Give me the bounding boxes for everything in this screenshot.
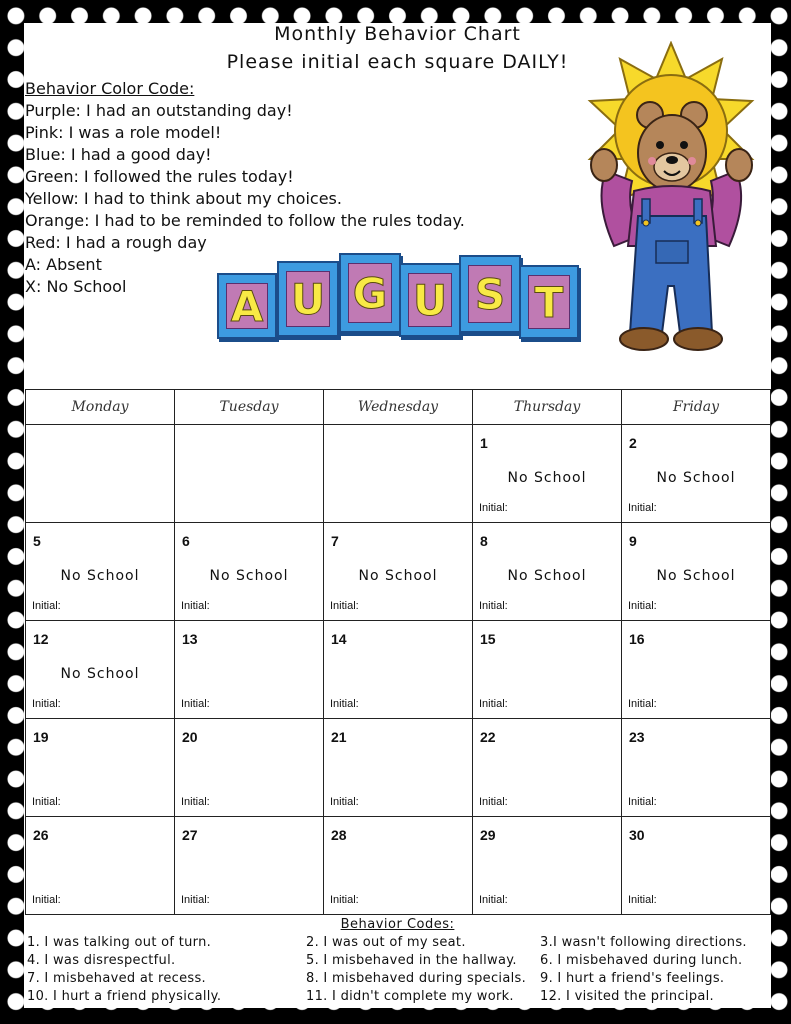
calendar-day-cell[interactable] [473, 817, 622, 915]
day-number: 8 [480, 533, 488, 549]
calendar-week-row [26, 817, 771, 915]
calendar-day-cell[interactable] [175, 719, 324, 817]
initial-label: Initial: [628, 698, 657, 710]
page-subtitle: Please initial each square DAILY! [226, 51, 569, 73]
weekday-header: Friday [622, 390, 771, 425]
behavior-code-7: 7. I misbehaved at recess. [27, 971, 206, 986]
legend-line-purple: Purple: I had an outstanding day! [25, 101, 293, 120]
month-letter: G [352, 268, 388, 318]
weekday-header: Thursday [473, 390, 622, 425]
behavior-code-6: 6. I misbehaved during lunch. [540, 953, 743, 968]
initial-label: Initial: [479, 796, 508, 808]
behavior-code-3: 3.I wasn't following directions. [540, 935, 747, 950]
calendar-day-cell[interactable] [473, 425, 622, 523]
calendar-day-cell[interactable] [473, 719, 622, 817]
calendar-day-cell[interactable] [175, 817, 324, 915]
calendar-day-cell[interactable] [26, 719, 175, 817]
initial-label: Initial: [479, 600, 508, 612]
calendar-day-cell[interactable] [324, 523, 473, 621]
calendar-day-cell[interactable] [175, 523, 324, 621]
initial-label: Initial: [628, 600, 657, 612]
month-tile [399, 263, 461, 337]
calendar-day-cell[interactable] [622, 425, 771, 523]
initial-label: Initial: [479, 502, 508, 514]
initial-label: Initial: [330, 698, 359, 710]
calendar-day-cell[interactable] [175, 425, 324, 523]
month-letter: T [534, 277, 564, 327]
day-number: 28 [331, 827, 347, 843]
initial-label: Initial: [181, 600, 210, 612]
month-tile [459, 255, 521, 333]
behavior-code-5: 5. I misbehaved in the hallway. [306, 953, 517, 968]
day-number: 29 [480, 827, 496, 843]
weekday-header: Tuesday [175, 390, 324, 425]
initial-label: Initial: [330, 796, 359, 808]
initial-label: Initial: [628, 502, 657, 514]
behavior-code-9: 9. I hurt a friend's feelings. [540, 971, 725, 986]
month-tile [277, 261, 339, 337]
day-number: 30 [629, 827, 645, 843]
sun-bear-illustration [584, 41, 759, 353]
initial-label: Initial: [181, 796, 210, 808]
initial-label: Initial: [181, 698, 210, 710]
behavior-codes-row [27, 971, 771, 989]
calendar-day-cell[interactable] [26, 425, 175, 523]
calendar-day-cell[interactable] [175, 621, 324, 719]
initial-label: Initial: [181, 894, 210, 906]
initial-label: Initial: [32, 894, 61, 906]
day-note: No School [358, 568, 438, 584]
behavior-code-4: 4. I was disrespectful. [27, 953, 176, 968]
initial-label: Initial: [330, 894, 359, 906]
legend-line-absent: A: Absent [25, 255, 102, 274]
day-number: 9 [629, 533, 637, 549]
day-note: No School [209, 568, 289, 584]
behavior-code-2: 2. I was out of my seat. [306, 935, 466, 950]
initial-label: Initial: [32, 600, 61, 612]
behavior-codes-list [27, 935, 771, 1007]
calendar-day-cell[interactable] [324, 621, 473, 719]
calendar-day-cell[interactable] [622, 817, 771, 915]
month-banner [217, 251, 581, 351]
calendar-week-row [26, 523, 771, 621]
legend-line-green: Green: I followed the rules today! [25, 167, 294, 186]
initial-label: Initial: [628, 796, 657, 808]
day-number: 27 [182, 827, 198, 843]
behavior-code-1: 1. I was talking out of turn. [27, 935, 212, 950]
day-number: 22 [480, 729, 496, 745]
legend-line-pink: Pink: I was a role model! [25, 123, 222, 142]
day-number: 13 [182, 631, 198, 647]
day-note: No School [507, 470, 587, 486]
day-note: No School [656, 568, 736, 584]
calendar-day-cell[interactable] [622, 621, 771, 719]
initial-label: Initial: [628, 894, 657, 906]
month-letter: S [474, 269, 506, 319]
day-note: No School [60, 568, 140, 584]
calendar-week-row [26, 425, 771, 523]
legend-line-red: Red: I had a rough day [25, 233, 207, 252]
calendar-day-cell[interactable] [324, 719, 473, 817]
behavior-codes-row [27, 935, 771, 953]
month-tile [217, 273, 277, 339]
behavior-code-12: 12. I visited the principal. [540, 989, 714, 1004]
calendar-day-cell[interactable] [26, 523, 175, 621]
day-number: 21 [331, 729, 347, 745]
day-note: No School [60, 666, 140, 682]
behavior-code-11: 11. I didn't complete my work. [306, 989, 514, 1004]
legend-line-no-school: X: No School [25, 277, 127, 296]
page-title: Monthly Behavior Chart [274, 23, 521, 45]
day-number: 19 [33, 729, 49, 745]
behavior-codes-heading: Behavior Codes: [340, 917, 455, 932]
calendar-day-cell[interactable] [473, 621, 622, 719]
day-note: No School [656, 470, 736, 486]
day-number: 5 [33, 533, 41, 549]
day-number: 23 [629, 729, 645, 745]
day-number: 1 [480, 435, 488, 451]
weekday-header: Wednesday [324, 390, 473, 425]
calendar-day-cell[interactable] [473, 523, 622, 621]
day-number: 6 [182, 533, 190, 549]
day-number: 2 [629, 435, 637, 451]
day-number: 16 [629, 631, 645, 647]
initial-label: Initial: [32, 796, 61, 808]
day-number: 7 [331, 533, 339, 549]
calendar-day-cell[interactable] [622, 523, 771, 621]
behavior-chart-page [24, 23, 771, 1008]
month-letter: A [230, 281, 264, 331]
calendar-day-cell[interactable] [324, 817, 473, 915]
initial-label: Initial: [32, 698, 61, 710]
day-number: 12 [33, 631, 49, 647]
calendar-grid [25, 389, 771, 915]
legend-line-orange: Orange: I had to be reminded to follow the rules today. [25, 211, 465, 230]
behavior-codes-row [27, 989, 771, 1007]
calendar-day-cell[interactable] [26, 817, 175, 915]
day-note: No School [507, 568, 587, 584]
day-number: 14 [331, 631, 347, 647]
calendar-body [26, 425, 771, 915]
day-number: 15 [480, 631, 496, 647]
month-letter: U [290, 274, 326, 324]
calendar-day-cell[interactable] [622, 719, 771, 817]
month-letter: U [412, 275, 448, 325]
behavior-code-8: 8. I misbehaved during specials. [306, 971, 527, 986]
day-number: 26 [33, 827, 49, 843]
month-tile [339, 253, 401, 333]
behavior-code-10: 10. I hurt a friend physically. [27, 989, 222, 1004]
calendar-day-cell[interactable] [324, 425, 473, 523]
initial-label: Initial: [330, 600, 359, 612]
day-number: 20 [182, 729, 198, 745]
legend-line-yellow: Yellow: I had to think about my choices. [25, 189, 342, 208]
behavior-codes-row [27, 953, 771, 971]
month-tile [519, 265, 579, 339]
calendar-day-cell[interactable] [26, 621, 175, 719]
calendar-week-row [26, 621, 771, 719]
initial-label: Initial: [479, 894, 508, 906]
initial-label: Initial: [479, 698, 508, 710]
weekday-header: Monday [26, 390, 175, 425]
weekday-header-row [26, 390, 771, 425]
legend-line-blue: Blue: I had a good day! [25, 145, 212, 164]
calendar-week-row [26, 719, 771, 817]
legend-heading: Behavior Color Code: [25, 79, 195, 98]
